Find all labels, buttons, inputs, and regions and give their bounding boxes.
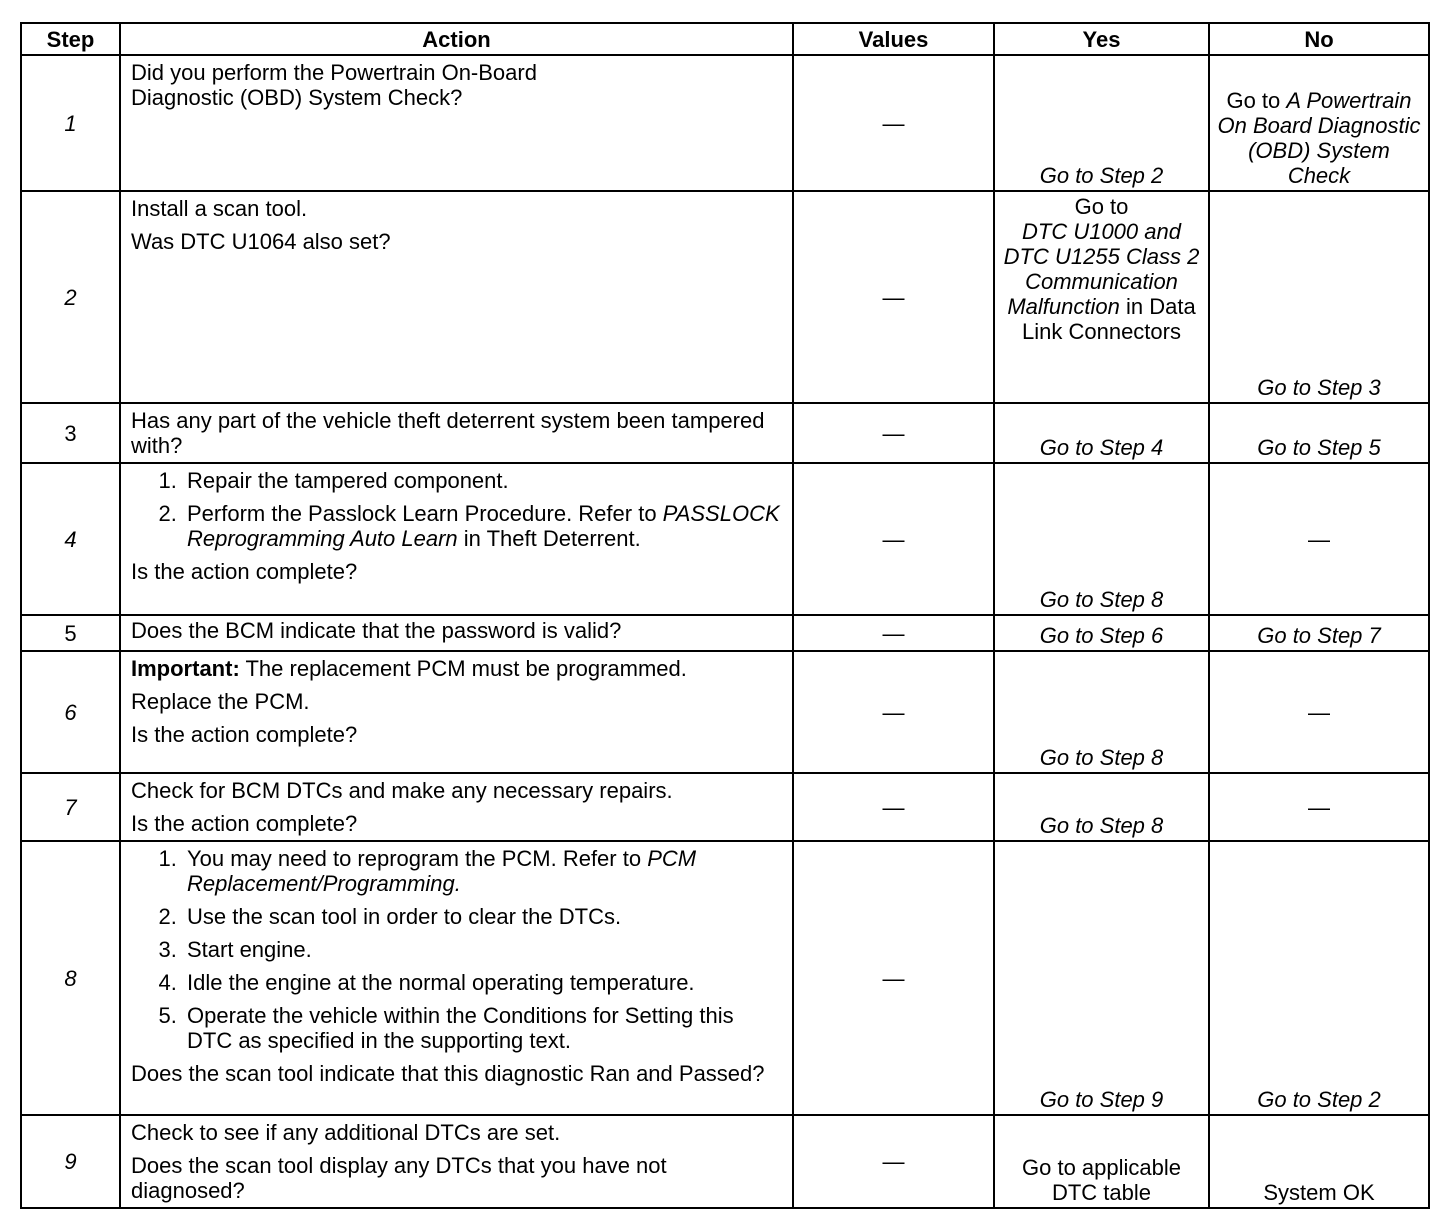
yes-link[interactable]: DTC U1000 and DTC U1255 Class 2 Communication Malfunction	[1003, 219, 1200, 319]
action-instruction: Check for BCM DTCs and make any necessary repairs.	[131, 778, 673, 803]
yes-link[interactable]: Go to Step 8	[1039, 587, 1164, 612]
yes-cell	[994, 55, 1209, 191]
yes-link[interactable]: Go to applicable DTC table	[1022, 1155, 1181, 1205]
values-cell: —	[793, 463, 994, 615]
table-row	[21, 1115, 1429, 1208]
step-number: 1	[21, 55, 120, 191]
values-cell: —	[793, 773, 994, 841]
header-row	[21, 23, 1429, 55]
no-link[interactable]: Go to Step 5	[1257, 435, 1381, 460]
action-question: Is the action complete?	[131, 811, 358, 836]
table-row	[21, 615, 1429, 651]
action-cell	[120, 463, 793, 615]
yes-cell	[994, 615, 1209, 651]
header-action: Action	[120, 23, 793, 55]
action-cell	[120, 55, 793, 191]
no-link[interactable]: Go to Step 2	[1257, 1087, 1381, 1112]
values-cell: —	[793, 841, 994, 1115]
table-row	[21, 191, 1429, 403]
list-item: 1. You may need to reprogram the PCM. Refer to PCM Replacement/Programming.	[183, 846, 782, 896]
no-cell	[1209, 403, 1429, 463]
action-question: Was DTC U1064 also set?	[131, 229, 391, 254]
list-item: 5. Operate the vehicle within the Conditions for Setting this DTC as specified in the supporting text.	[183, 1003, 782, 1053]
table-row	[21, 463, 1429, 615]
yes-link[interactable]: Go to Step 2	[1039, 163, 1164, 188]
list-item: 2. Use the scan tool in order to clear the DTCs.	[183, 904, 782, 929]
no-link[interactable]: A Powertrain On Board Diagnostic (OBD) System Check	[1217, 88, 1421, 188]
no-result: System OK	[1263, 1180, 1375, 1205]
yes-cell	[994, 403, 1209, 463]
table-row	[21, 773, 1429, 841]
list-item: 1. Repair the tampered component.	[183, 468, 782, 493]
values-cell: —	[793, 55, 994, 191]
header-yes: Yes	[994, 23, 1209, 55]
yes-cell	[994, 773, 1209, 841]
yes-link[interactable]: Go to Step 8	[1039, 745, 1164, 770]
no-cell	[1209, 1115, 1429, 1208]
header-step: Step	[21, 23, 120, 55]
table-row	[21, 841, 1429, 1115]
no-prefix: Go to	[1226, 88, 1287, 113]
list-item: 2. Perform the Passlock Learn Procedure. Refer to PASSLOCK Reprogramming Auto Learn in Theft Deterrent.	[183, 501, 782, 551]
header-no: No	[1209, 23, 1429, 55]
action-instruction: Replace the PCM.	[131, 689, 310, 714]
header-values: Values	[793, 23, 994, 55]
step-number: 2	[21, 191, 120, 403]
yes-cell	[994, 463, 1209, 615]
step-number: 3	[21, 403, 120, 463]
action-cell	[120, 403, 793, 463]
table-row	[21, 55, 1429, 191]
yes-link[interactable]: Go to Step 6	[1039, 623, 1164, 648]
yes-cell	[994, 1115, 1209, 1208]
no-cell	[1209, 55, 1429, 191]
action-cell	[120, 1115, 793, 1208]
no-cell	[1209, 191, 1429, 403]
table-row	[21, 651, 1429, 773]
reference-link[interactable]: PASSLOCK Reprogramming Auto Learn	[187, 501, 780, 551]
values-cell: —	[793, 403, 994, 463]
action-cell	[120, 841, 793, 1115]
step-number: 7	[21, 773, 120, 841]
no-cell: —	[1209, 463, 1429, 615]
action-question: Is the action complete?	[131, 559, 358, 584]
action-cell	[120, 191, 793, 403]
step-number: 6	[21, 651, 120, 773]
action-cell	[120, 615, 793, 651]
yes-cell	[994, 651, 1209, 773]
yes-cell	[994, 191, 1209, 403]
no-cell	[1209, 615, 1429, 651]
step-number: 9	[21, 1115, 120, 1208]
important-note: Important: The replacement PCM must be programmed.	[131, 656, 687, 681]
no-cell: —	[1209, 773, 1429, 841]
no-cell	[1209, 841, 1429, 1115]
action-instruction: Check to see if any additional DTCs are set.	[131, 1120, 561, 1145]
yes-link[interactable]: Go to Step 4	[1039, 435, 1164, 460]
action-question: Does the scan tool display any DTCs that you have not diagnosed?	[131, 1153, 667, 1203]
action-cell	[120, 651, 793, 773]
action-question: Is the action complete?	[131, 722, 358, 747]
action-cell	[120, 773, 793, 841]
action-question: Has any part of the vehicle theft deterrent system been tampered with?	[131, 408, 765, 458]
yes-suffix: Data Link Connectors	[1022, 294, 1196, 344]
values-cell: —	[793, 1115, 994, 1208]
yes-prefix: Go to	[1074, 194, 1129, 219]
yes-link[interactable]: Go to Step 8	[1039, 813, 1164, 838]
table-row	[21, 403, 1429, 463]
list-item: 4. Idle the engine at the normal operating temperature.	[183, 970, 782, 995]
diagnostic-table	[20, 22, 1430, 1209]
no-cell: —	[1209, 651, 1429, 773]
yes-link[interactable]: Go to Step 9	[1039, 1087, 1164, 1112]
action-question: Does the BCM indicate that the password is valid?	[131, 618, 622, 643]
step-number: 5	[21, 615, 120, 651]
list-item: 3. Start engine.	[183, 937, 782, 962]
action-instruction: Install a scan tool.	[131, 196, 308, 221]
yes-cell	[994, 841, 1209, 1115]
action-question: Did you perform the Powertrain On-Board Diagnostic (OBD) System Check?	[131, 60, 537, 110]
values-cell: —	[793, 651, 994, 773]
step-number: 8	[21, 841, 120, 1115]
values-cell: —	[793, 191, 994, 403]
procedure-list	[131, 468, 782, 551]
step-number: 4	[21, 463, 120, 615]
values-cell: —	[793, 615, 994, 651]
no-link[interactable]: Go to Step 3	[1257, 375, 1381, 400]
no-link[interactable]: Go to Step 7	[1257, 623, 1381, 648]
yes-mid: in	[1125, 294, 1144, 319]
procedure-list	[131, 846, 782, 1053]
action-question: Does the scan tool indicate that this diagnostic Ran and Passed?	[131, 1061, 765, 1086]
reference-link[interactable]: PCM Replacement/Programming.	[187, 846, 697, 896]
